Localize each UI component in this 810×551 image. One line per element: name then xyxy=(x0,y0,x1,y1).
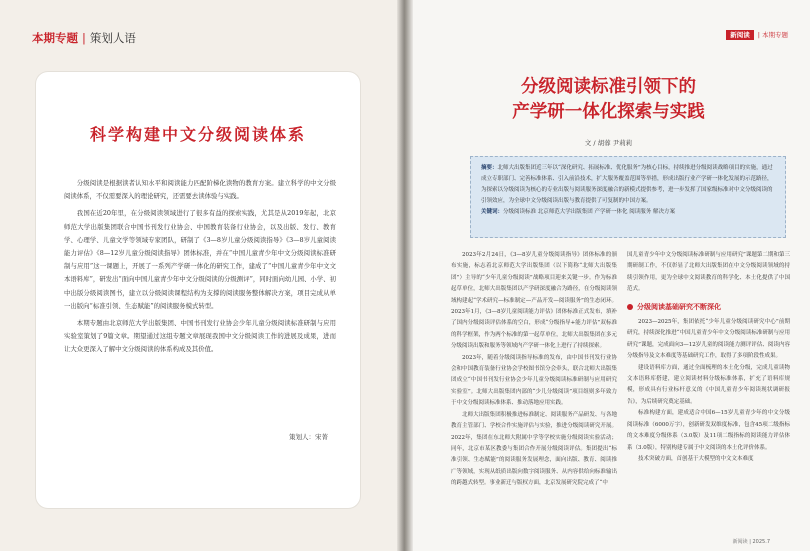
article-paragraph: 北师大出版集团积极推进标准制定、阅读服务产品研发、与各地教育主管部门、学校合作实施评估与实验，推进分级阅读研究开展。2022年，集团在东北师大附属中学等学校实施分级阅读实验活动；同年，北京市某区教委与集团合作开展分级阅读评估。集团提出“标准引领、生态赋能”的阅读服务发展理念，面向出版、教育、阅读推广等领域，实现从纸质出版向数字阅读服务、从内容供给向标准输出的跨越式转型。事业新迁与版权方面，北京发展研究院完成了“中 xyxy=(451,411,617,487)
section-heading-text: 分级阅读基础研究不断深化 xyxy=(637,302,721,311)
article-paragraph: 2023—2025年，集团依托“少年儿童分级阅读研究中心”前期研究，持续深化推进“中国儿童青少年中文分级阅读标准研制与应用研究”课题，完成面向3—12岁儿童的阅读能力测评评估、阅读内容分级指导及文本难度等基础研究工作，取得了多项阶段性成果。 xyxy=(627,319,790,360)
header-separator-right: | xyxy=(757,31,760,39)
article-paragraph: 国儿童青少年中文分级阅读标准研制与应用研究”课题第二期和第三期研制工作，不仅彰显了北师大出版集团在中文分级阅读领域的持续引领作用，更为全球中文阅读教育的科学化、本土化提供了中国范式。 xyxy=(627,252,790,293)
left-page xyxy=(0,0,404,551)
article-column-2 xyxy=(627,250,790,465)
page-gutter xyxy=(397,0,413,551)
editorial-body xyxy=(64,177,336,361)
header-separator: | xyxy=(82,31,86,45)
abstract-text: 北师大出版集团近三年以“深化研究、拓展标准、优化服务”为核心目标，持续推进分级阅读战略项目的实施，通过成立专职部门、完善标准体系、引入前沿技术，扩大服务覆盖范围等举措，形成出版行业产学研一体化发展的示范路径，为探索以分级阅读为核心的专业出版与阅读服务深度融合的新模式提供参考，进一步发挥了国家级标准对中文分级阅读的引领效应，为全球中文分级阅读出版与教育提供了可复制的中国方案。 xyxy=(481,165,773,204)
article-paragraph: 标准构建方面，建成适合中国6—15岁儿童青少年的中文分级阅读标准（6000万字），创新研发双维度标准，包含45项二级指标的文本难度分级体系（3.0版）及11项二级指标的阅读能力评估体系（3.0版），特别构建专属于中文阅读的本土化评价体系。 xyxy=(627,410,790,451)
right-page-header xyxy=(726,30,788,39)
left-page-header xyxy=(32,30,136,46)
keywords-text: 分级阅读标准 北京师范大学出版集团 产学研一体化 阅读服务 解决方案 xyxy=(503,209,676,215)
section-heading xyxy=(627,302,790,313)
editorial-paragraph: 我国在近20年里，在分级阅读领域进行了很多有益的探索实践，尤其是从2019年起，北京师范大学出版集团联合中国书刊发行业协会、中国教育装备行业协会，以及出版、发行、教育学、心理学、儿童文学等领域专家团队，研制了《3—8岁儿童分级阅读指导》《3—8岁儿童阅读能力评估》《8—12岁儿童分级阅读指导》团体标准，并在“中国儿童青少年中文分级阅读标准研制与应用”这一课题上，开展了一系列产学研一体化的研究工作，建成了“中国儿童青少年中文文本语料库”，研发出“面向中国儿童青少年中文分级阅读的分级测评”，同时面向幼儿园、小学、初中出版分级阅读图书，建立以分级阅读课程结构为支撑的阅读服务整体解决方案，项目完成从单一出版向“标准引领、生态赋能”的阅读服务模式转型。 xyxy=(64,209,336,310)
article-paragraph: 2023年2月24日，《3—8岁儿童分级阅读指导》团体标准的颁布实施，标志着北京师范大学出版集团（以下简称“北师大出版集团”）主导的“少年儿童分级阅读”战略项目迎来关键一步。作为标准起草单位，北师大出版集团以产学研深度融合为路径，在分级阅读领域构建起“学术研究—标准制定—产品开发—阅读服务”的生态闭环。2023年1月，《3—8岁儿童阅读能力评估》团体标准正式发布，填补了国内分级阅读评估体系的空白，形成“分级指导+能力评估”双标准的科学框架，作为两个标准的第一起草单位，北师大出版集团在多元分级阅读出版和服务等领域内产学研一体化上进行了持续探索。 xyxy=(451,252,617,350)
editorial-card xyxy=(36,72,360,508)
column-label: 本期专题 xyxy=(762,31,788,39)
abstract-box xyxy=(470,156,786,238)
magazine-label: 新阅读 xyxy=(726,30,754,40)
article-paragraph: 2023年，随着分级阅读指导标准的发布，由中国书刊发行业协会和中国教育装备行业协会学校图书馆分会牵头，联合北师大出版集团成立“中国书刊发行业协会少年儿童分级阅读标准研制与应用研究实验室”。北师大出版集团内部的“少儿分级阅读”项目组则多年致力于中文分级阅读标准体系、推动落地应用实践。 xyxy=(451,354,617,407)
page-footer: 新阅读 | 2025.7 xyxy=(732,539,770,545)
article-title-line1: 分级阅读标准引领下的 xyxy=(521,77,696,97)
editorial-paragraph: 本期专题由北京师范大学出版集团、中国书刊发行业协会少年儿童分级阅读标准研制与应用实验室策划了9篇文章。期望通过这组专题文章展现我国中文分级阅读工作的进展及成果，进而让大众更深入了解中文分级阅读的体系构成及其价值。 xyxy=(64,319,336,354)
abstract-label: 摘要： xyxy=(481,165,498,171)
right-page xyxy=(407,0,810,551)
editorial-title: 科学构建中文分级阅读体系 xyxy=(89,125,306,144)
article-paragraph: 建设语料库方面，通过全面梳理的本土化分级，完成儿童读物文本语料库搭建，建立阅读材料分级标准体系，扩充了语料库规模，形成具有行业标杆意义的《中国儿童青少年阅读现状调研报告》，为后续研究奠定基础。 xyxy=(627,364,790,405)
editorial-paragraph: 分级阅读是根据读者认知水平和阅读能力匹配阶梯化读物的教育方案。建立科学的中文分级阅读体系，不仅需要深入的理论研究，还需要去读体验与实践。 xyxy=(64,179,336,201)
section-label: 本期专题 xyxy=(32,31,78,45)
subsection-label: 策划人语 xyxy=(89,31,136,45)
article-title-line2: 产学研一体化探索与实践 xyxy=(512,102,705,122)
article-column-1 xyxy=(451,250,617,490)
article-byline: 文 / 胡蓉 尹莉莉 xyxy=(584,139,633,147)
bullet-dot-icon xyxy=(627,304,633,310)
article-paragraph: 技术突破方面，首创基于大模型的中文文本难度 xyxy=(638,455,754,462)
keywords-label: 关键词： xyxy=(481,209,504,215)
editor-signature: 策划人：宋菁 xyxy=(289,433,328,441)
